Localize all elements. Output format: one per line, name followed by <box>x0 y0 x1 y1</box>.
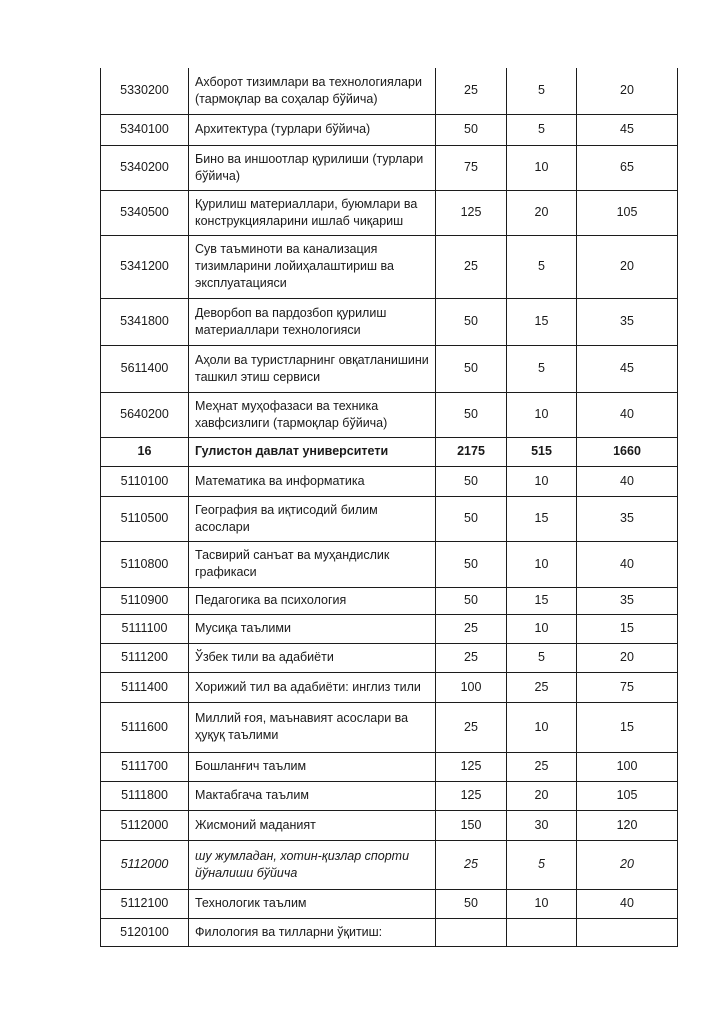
quota-a-cell: 25 <box>507 672 577 702</box>
table-row <box>101 643 678 672</box>
quota-b-cell: 20 <box>577 68 678 114</box>
code-cell: 5112000 <box>101 810 189 840</box>
name-cell: Жисмоний маданият <box>189 810 436 840</box>
table-row <box>101 889 678 918</box>
quota-b-cell: 65 <box>577 145 678 190</box>
table-row <box>101 392 678 437</box>
code-cell: 16 <box>101 437 189 466</box>
table-row <box>101 345 678 392</box>
total-cell: 50 <box>436 889 507 918</box>
quota-b-cell: 75 <box>577 672 678 702</box>
code-cell: 5111100 <box>101 614 189 643</box>
quota-a-cell: 30 <box>507 810 577 840</box>
quota-a-cell: 515 <box>507 437 577 466</box>
table-row <box>101 587 678 614</box>
quota-b-cell: 105 <box>577 781 678 810</box>
quota-b-cell: 40 <box>577 889 678 918</box>
name-cell: Тасвирий санъат ва муҳандислик графикаси <box>189 541 436 587</box>
quota-a-cell: 10 <box>507 466 577 496</box>
quota-b-cell: 20 <box>577 840 678 889</box>
quota-b-cell: 40 <box>577 392 678 437</box>
quota-b-cell: 120 <box>577 810 678 840</box>
total-cell: 125 <box>436 752 507 781</box>
name-cell: Ахборот тизимлари ва технологиялари (тармоқлар ва соҳалар бўйича) <box>189 68 436 114</box>
code-cell: 5112000 <box>101 840 189 889</box>
quota-a-cell: 15 <box>507 496 577 541</box>
code-cell: 5111700 <box>101 752 189 781</box>
quota-b-cell: 45 <box>577 345 678 392</box>
total-cell: 2175 <box>436 437 507 466</box>
quota-a-cell: 15 <box>507 298 577 345</box>
name-cell: Технологик таълим <box>189 889 436 918</box>
table-row <box>101 781 678 810</box>
name-cell: Филология ва тилларни ўқитиш: <box>189 918 436 946</box>
total-cell: 50 <box>436 114 507 145</box>
name-cell: Миллий ғоя, маънавият асослари ва ҳуқуқ таълими <box>189 702 436 752</box>
name-cell: Сув таъминоти ва канализация тизимларини лойиҳалаштириш ва эксплуатацияси <box>189 235 436 298</box>
table-row <box>101 810 678 840</box>
code-cell: 5341800 <box>101 298 189 345</box>
quota-a-cell: 5 <box>507 643 577 672</box>
code-cell: 5110500 <box>101 496 189 541</box>
table-row <box>101 672 678 702</box>
table-row <box>101 541 678 587</box>
total-cell: 25 <box>436 614 507 643</box>
quota-a-cell: 10 <box>507 145 577 190</box>
total-cell: 75 <box>436 145 507 190</box>
table-row <box>101 614 678 643</box>
total-cell: 50 <box>436 587 507 614</box>
table-row <box>101 918 678 946</box>
table-row <box>101 298 678 345</box>
total-cell: 125 <box>436 190 507 235</box>
code-cell: 5110900 <box>101 587 189 614</box>
total-cell: 25 <box>436 702 507 752</box>
quota-b-cell: 105 <box>577 190 678 235</box>
quota-a-cell: 5 <box>507 68 577 114</box>
quota-b-cell <box>577 918 678 946</box>
quota-a-cell: 15 <box>507 587 577 614</box>
total-cell: 50 <box>436 345 507 392</box>
quota-a-cell: 5 <box>507 235 577 298</box>
code-cell: 5111800 <box>101 781 189 810</box>
table-row <box>101 190 678 235</box>
table-body <box>101 68 678 946</box>
name-cell: Мактабгача таълим <box>189 781 436 810</box>
name-cell: Архитектура (турлари бўйича) <box>189 114 436 145</box>
quota-b-cell: 20 <box>577 643 678 672</box>
name-cell: Хорижий тил ва адабиёти: инглиз тили <box>189 672 436 702</box>
total-cell: 25 <box>436 235 507 298</box>
name-cell: шу жумладан, хотин-қизлар спорти йўналиши бўйича <box>189 840 436 889</box>
code-cell: 5611400 <box>101 345 189 392</box>
total-cell: 100 <box>436 672 507 702</box>
name-cell: Бино ва иншоотлар қурилиши (турлари бўйича) <box>189 145 436 190</box>
code-cell: 5111600 <box>101 702 189 752</box>
code-cell: 5330200 <box>101 68 189 114</box>
code-cell: 5110100 <box>101 466 189 496</box>
quota-a-cell: 25 <box>507 752 577 781</box>
quota-b-cell: 100 <box>577 752 678 781</box>
quota-a-cell: 20 <box>507 190 577 235</box>
quota-b-cell: 35 <box>577 298 678 345</box>
table-row <box>101 466 678 496</box>
name-cell: Бошланғич таълим <box>189 752 436 781</box>
quota-a-cell: 5 <box>507 345 577 392</box>
total-cell: 150 <box>436 810 507 840</box>
quota-b-cell: 15 <box>577 614 678 643</box>
table-row <box>101 145 678 190</box>
total-cell: 25 <box>436 840 507 889</box>
name-cell: География ва иқтисодий билим асослари <box>189 496 436 541</box>
code-cell: 5340500 <box>101 190 189 235</box>
name-cell: Ўзбек тили ва адабиёти <box>189 643 436 672</box>
quota-a-cell: 5 <box>507 114 577 145</box>
quota-a-cell: 10 <box>507 392 577 437</box>
quota-a-cell: 10 <box>507 614 577 643</box>
quota-a-cell: 5 <box>507 840 577 889</box>
quota-b-cell: 40 <box>577 466 678 496</box>
total-cell: 50 <box>436 541 507 587</box>
university-total-row <box>101 437 678 466</box>
table-row <box>101 496 678 541</box>
admission-quota-table <box>100 68 678 947</box>
total-cell: 50 <box>436 466 507 496</box>
code-cell: 5110800 <box>101 541 189 587</box>
table-row <box>101 840 678 889</box>
total-cell <box>436 918 507 946</box>
table-row <box>101 235 678 298</box>
name-cell: Қурилиш материаллари, буюмлари ва конструкцияларини ишлаб чиқариш <box>189 190 436 235</box>
total-cell: 50 <box>436 298 507 345</box>
table-row <box>101 702 678 752</box>
quota-b-cell: 20 <box>577 235 678 298</box>
code-cell: 5340200 <box>101 145 189 190</box>
quota-b-cell: 45 <box>577 114 678 145</box>
quota-b-cell: 35 <box>577 496 678 541</box>
quota-a-cell: 10 <box>507 541 577 587</box>
name-cell: Аҳоли ва туристларнинг овқатланишини ташкил этиш сервиси <box>189 345 436 392</box>
total-cell: 125 <box>436 781 507 810</box>
quota-b-cell: 1660 <box>577 437 678 466</box>
code-cell: 5111200 <box>101 643 189 672</box>
total-cell: 25 <box>436 643 507 672</box>
quota-a-cell: 10 <box>507 702 577 752</box>
table-row <box>101 68 678 114</box>
quota-b-cell: 35 <box>577 587 678 614</box>
total-cell: 50 <box>436 496 507 541</box>
total-cell: 25 <box>436 68 507 114</box>
total-cell: 50 <box>436 392 507 437</box>
quota-b-cell: 40 <box>577 541 678 587</box>
name-cell: Деворбоп ва пардозбоп қурилиш материаллари технологияси <box>189 298 436 345</box>
quota-a-cell <box>507 918 577 946</box>
code-cell: 5111400 <box>101 672 189 702</box>
name-cell: Математика ва информатика <box>189 466 436 496</box>
table-row <box>101 114 678 145</box>
quota-b-cell: 15 <box>577 702 678 752</box>
quota-a-cell: 10 <box>507 889 577 918</box>
table-row <box>101 752 678 781</box>
code-cell: 5112100 <box>101 889 189 918</box>
name-cell: Меҳнат муҳофазаси ва техника хавфсизлиги (тармоқлар бўйича) <box>189 392 436 437</box>
code-cell: 5640200 <box>101 392 189 437</box>
name-cell: Мусиқа таълими <box>189 614 436 643</box>
code-cell: 5340100 <box>101 114 189 145</box>
code-cell: 5341200 <box>101 235 189 298</box>
quota-a-cell: 20 <box>507 781 577 810</box>
name-cell: Педагогика ва психология <box>189 587 436 614</box>
code-cell: 5120100 <box>101 918 189 946</box>
name-cell: Гулистон давлат университети <box>189 437 436 466</box>
